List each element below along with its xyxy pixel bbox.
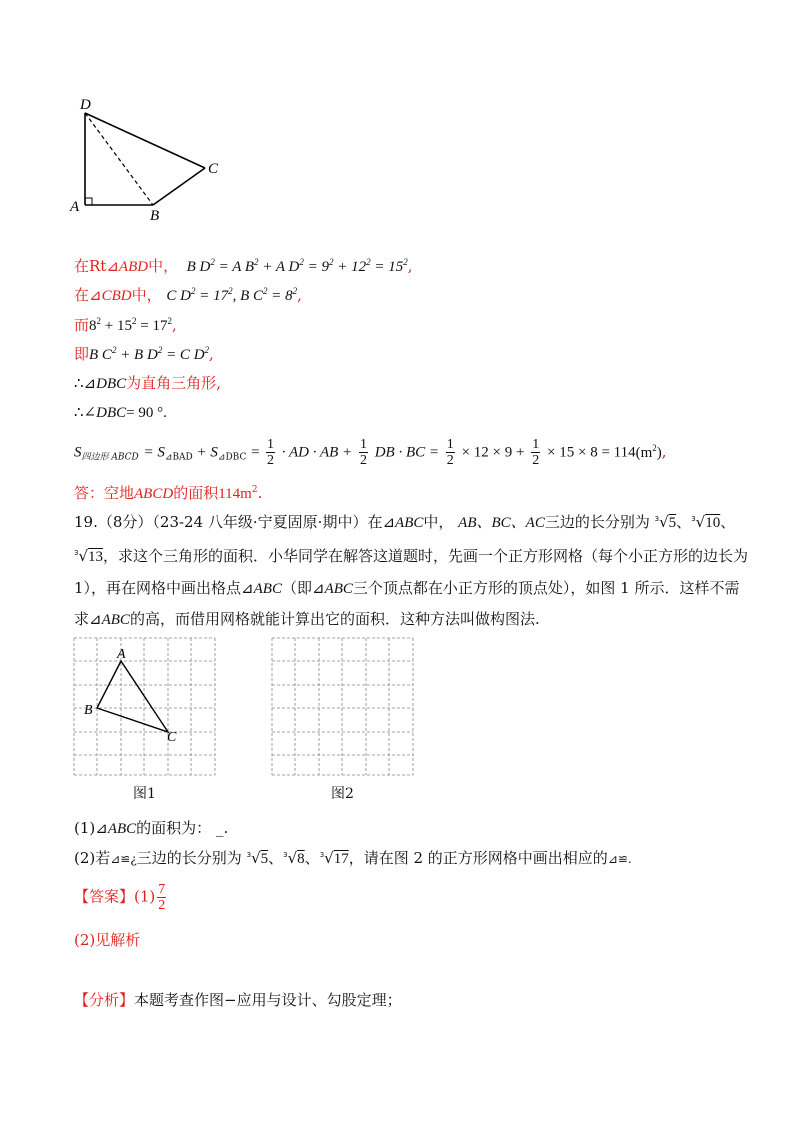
solution-line-1: 在Rt⊿ABD中， B $D^2 = A$ $B^2 + A$ $D^2 = 9^2 + 12^2 = 15^2$, [74, 257, 413, 275]
solution-line-3: 而$8^2 + 15^2 = 17^2$, [74, 316, 177, 334]
fig1-caption: 图1 [133, 786, 156, 802]
fig1-label-A: A [117, 647, 126, 662]
solution-line-5: ∴⊿DBC为直角三角形, [74, 374, 221, 392]
quadrilateral-figure [60, 90, 240, 225]
fig1-label-C: C [167, 730, 177, 745]
answer-line-1: 【答案】(1) $\frac{7}{2}$ [74, 882, 166, 913]
problem-line-1: 19.（8分）（23-24 八年级·宁夏固原·期中）在⊿ABC中， AB、BC、AC三边的长分别为 $^3$√5、$^3$√10、 [74, 513, 736, 531]
solution-line-4: 即B $C^2 + B$ $D^2 = C$ $D^2$, [74, 345, 214, 363]
label-D: D [80, 97, 91, 113]
fig1-label-B: B [84, 703, 93, 718]
question-2: (2)若⊿≌¿三边的长分别为 $^3$√5、$^3$√8、$^3$√17，请在图 2 的正方形网格中画出相应的⊿≌. [74, 849, 632, 867]
answer-line-2: (2)见解析 [74, 931, 141, 949]
label-A: A [70, 199, 80, 215]
problem-line-4: 求⊿ABC的高，而借用网格就能计算出它的面积．这种方法叫做构图法. [74, 610, 540, 628]
problem-line-2: $^3$√13，求这个三角形的面积．小华同学在解答这道题时，先画一个正方形网格（每个小正方形的边长为 [74, 547, 749, 565]
label-B: B [150, 208, 160, 224]
solution-line-6: ∴∠DBC= 90 °. [74, 403, 167, 421]
label-C: C [208, 161, 219, 177]
solution-line-7: $S_{四边形 ABCD} = S_{⊿BAD} + S_{⊿DBC}$ = $\frac{1}{2}$ · AD · AB + $\frac{1}{2}$ DB · BC = $\frac{1}{2}$ × 12 × 9 + $\frac{1}{2}$ × $15 \times 8 = 114(m^2)$, [74, 437, 667, 468]
solution-answer-line: 答：空地ABCD的面积$114m^2$. [74, 484, 263, 502]
solution-line-2: 在⊿CBD中， C $D^2 = 17^2$, B $C^2 = 8^2$, [74, 286, 302, 304]
grid-figure-2 [268, 636, 418, 781]
question-1: (1)⊿ABC的面积为： _. [74, 819, 229, 837]
analysis-line: 【分析】本题考查作图−应用与设计、勾股定理； [74, 991, 402, 1009]
fig2-caption: 图2 [331, 786, 354, 802]
problem-line-3: 1），再在网格中画出格点⊿ABC（即⊿ABC三个顶点都在小正方形的顶点处），如图 1 所示．这样不需 [74, 579, 740, 597]
grid-figure-1 [70, 636, 220, 781]
